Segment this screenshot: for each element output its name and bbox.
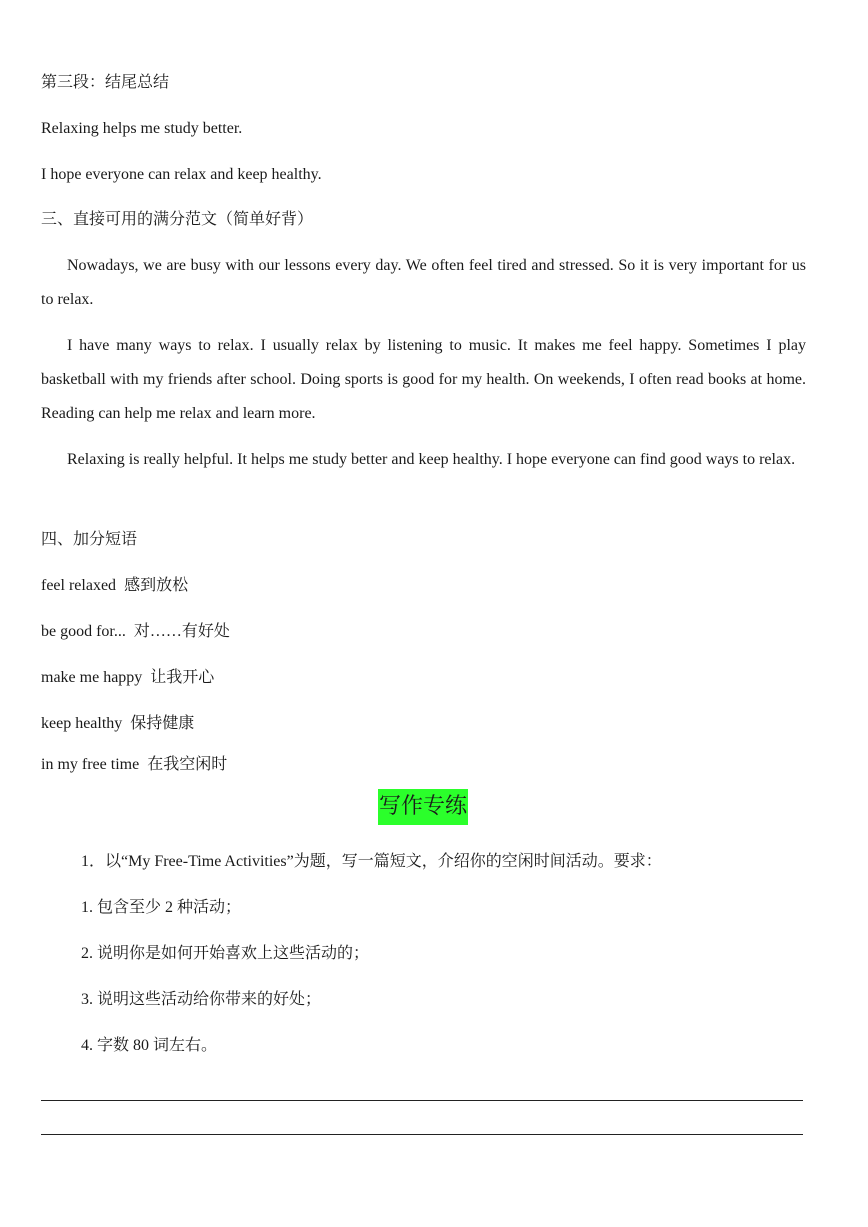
essay-paragraph-3: Relaxing is really helpful. It helps me study better and keep healthy. I hope everyone can find good ways to relax.: [67, 451, 796, 468]
requirement-item: 1. 包含至少 2 种活动；: [81, 899, 242, 916]
section3-line-1: Relaxing helps me study better.: [41, 120, 243, 137]
phrase-en: keep healthy: [41, 715, 123, 732]
essay-paragraph-1: Nowadays, we are busy with our lessons every day. We often feel tired and stressed. So it is very important for us to relax.: [41, 257, 806, 308]
section3-heading: 第三段：结尾总结: [41, 74, 170, 91]
phrase-item: [41, 668, 214, 688]
answer-line[interactable]: [41, 1100, 803, 1101]
phrase-zh: 感到放松: [124, 577, 189, 594]
phrase-en: make me happy: [41, 669, 143, 686]
phrase-zh: 对……有好处: [133, 623, 230, 640]
phrase-en: in my free time: [41, 756, 140, 773]
requirement-item: 2. 说明你是如何开始喜欢上这些活动的；: [81, 945, 370, 962]
writing-practice-title: 写作专练: [378, 789, 468, 825]
phrase-en: feel relaxed: [41, 577, 117, 594]
phrase-zh: 让我开心: [150, 669, 215, 686]
section3-line-2: I hope everyone can relax and keep healthy.: [41, 166, 322, 183]
phrase-item: [41, 576, 188, 596]
requirement-item: 4. 字数 80 词左右。: [81, 1037, 218, 1054]
phrase-item: [41, 622, 230, 642]
model-essay-heading: 三、直接可用的满分范文（简单好背）: [41, 211, 314, 228]
phrase-zh: 在我空闲时: [147, 756, 228, 773]
phrase-zh: 保持健康: [130, 715, 195, 732]
essay-paragraph-2: I have many ways to relax. I usually relax by listening to music. It makes me feel happy. Sometimes I play basketball with my friends after school. Doing sports is good for my health. On weekends, I often read books at home. Reading can help me relax and learn more.: [41, 337, 806, 422]
phrase-item: [41, 755, 227, 775]
requirement-item: 3. 说明这些活动给你带来的好处；: [81, 991, 322, 1008]
answer-line[interactable]: [41, 1134, 803, 1135]
phrase-item: [41, 714, 194, 734]
phrases-heading: 四、加分短语: [41, 531, 138, 548]
writing-prompt: 1．以“My Free-Time Activities”为题，写一篇短文，介绍你的空闲时间活动。要求：: [81, 853, 662, 870]
phrase-en: be good for...: [41, 623, 126, 640]
